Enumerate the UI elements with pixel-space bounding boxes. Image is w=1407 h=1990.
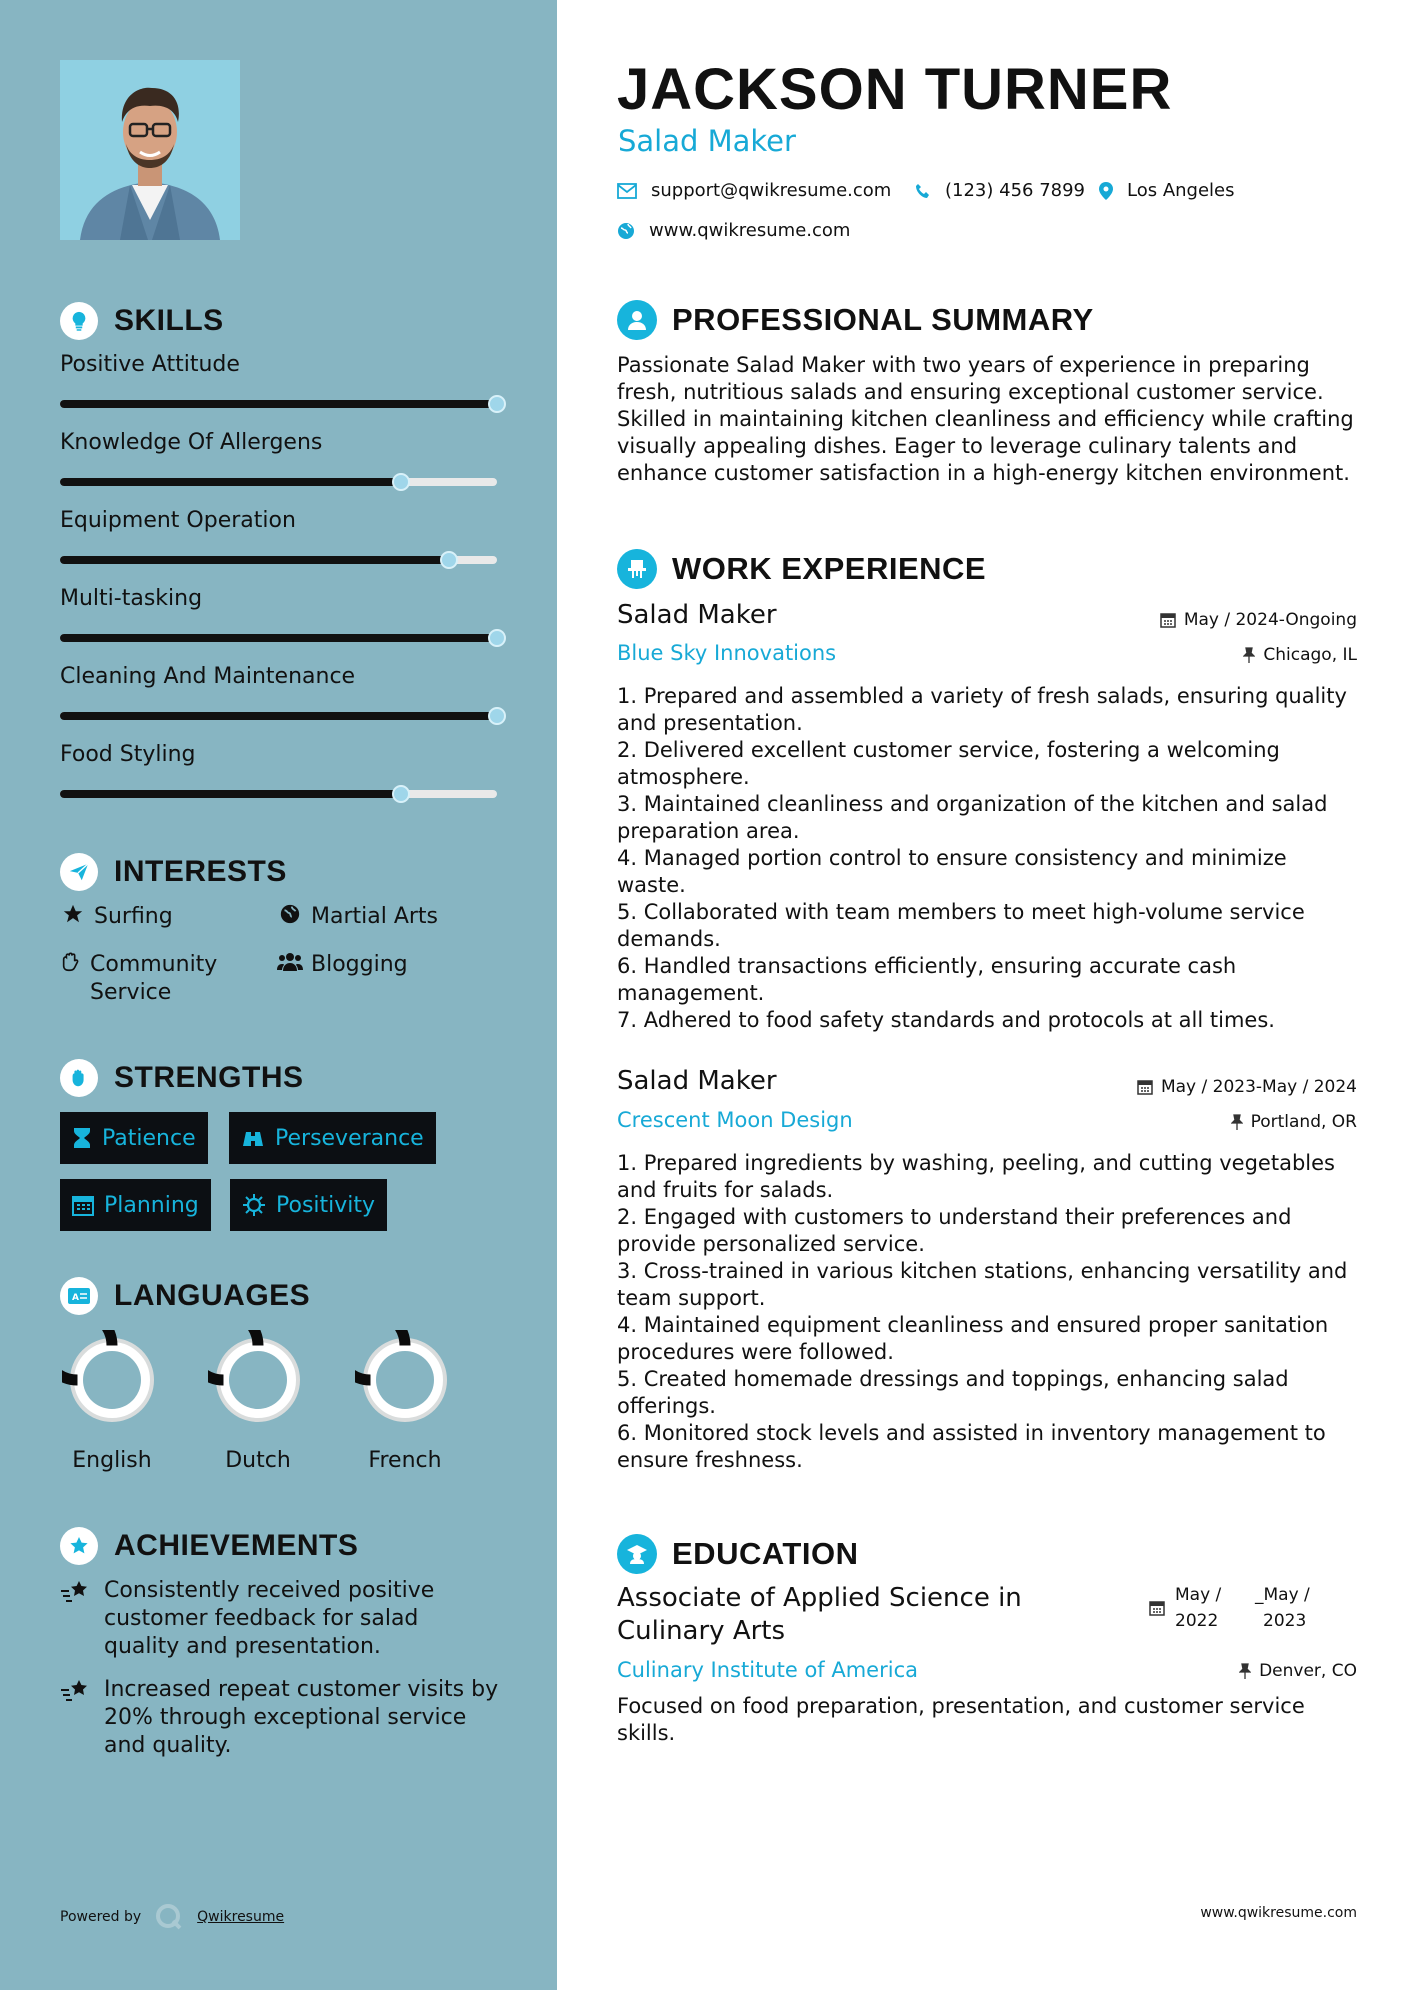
language-ring [62,1330,162,1430]
contact-phone[interactable]: (123) 456 7899 [915,180,1085,201]
education-heading: EDUCATION [617,1534,858,1574]
qwikresume-logo-icon [155,1903,183,1931]
skill-label: Knowledge Of Allergens [60,430,323,455]
achievement-item: Increased repeat customer visits by 20% through exceptional service and quality. [60,1676,500,1760]
map-pin-icon [1099,182,1113,200]
list-item: 6. Handled transactions efficiently, ensuring accurate cash management. [617,954,1237,1005]
skill-bar [60,400,497,408]
calendar-icon [1149,1598,1165,1634]
star-icon [60,903,86,925]
strengths-heading: STRENGTHS [60,1059,304,1097]
globe-icon [277,903,303,925]
skills-heading: SKILLS [60,302,224,340]
skill-bar [60,634,497,642]
strength-tag: Planning [60,1179,211,1231]
summary-heading: PROFESSIONAL SUMMARY [617,300,1094,340]
list-item: 4. Managed portion control to ensure consistency and minimize waste. [617,846,1287,897]
education-start: May / 2022 [1175,1585,1222,1631]
skill-label: Cleaning And Maintenance [60,664,356,689]
skill-fill [60,790,401,798]
job-location: Portland, OR [1231,1112,1357,1132]
skill-label: Food Styling [60,742,196,767]
education-end: _May / 2023 [1255,1585,1310,1631]
qwikresume-link[interactable]: Qwikresume [197,1909,285,1925]
skill-fill [60,556,449,564]
job-bullets [617,1150,1357,1474]
star-badge-icon [60,1527,98,1565]
skill-fill [60,400,497,408]
pin-icon [1231,1114,1243,1130]
list-item: 7. Adhered to food safety standards and protocols at all times. [617,1008,1275,1032]
skill-knob [488,629,506,647]
powered-by: Powered by Qwikresume [60,1903,284,1931]
list-item: 2. Delivered excellent customer service, fostering a welcoming atmosphere. [617,738,1280,789]
skill-label: Equipment Operation [60,508,296,533]
list-item: 1. Prepared ingredients by washing, peeling, and cutting vegetables and fruits for salads. [617,1151,1335,1202]
language-item [208,1330,308,1473]
language-label: French [368,1448,442,1473]
list-item: 6. Monitored stock levels and assisted in inventory management to ensure freshness. [617,1421,1326,1472]
skill-label: Multi-tasking [60,586,203,611]
footer-website-link[interactable]: www.qwikresume.com [1200,1905,1357,1921]
phone-icon [915,183,931,199]
hand-icon [60,951,82,973]
degree-title: Associate of Applied Science in Culinary Arts [617,1583,1022,1646]
skill-fill [60,634,497,642]
interest-item: Community Service [60,951,260,1007]
skill-knob [488,395,506,413]
paper-plane-icon [60,853,98,891]
achievements-heading: ACHIEVEMENTS [60,1527,358,1565]
job-dates: May / 2024-Ongoing [1160,610,1357,630]
education-school: Culinary Institute of America [617,1658,918,1682]
pin-icon [1243,647,1255,663]
pin-icon [1239,1663,1251,1679]
contact-email[interactable]: support@qwikresume.com [617,180,891,201]
users-icon [277,951,303,973]
svg-text:A: A [72,1293,80,1303]
skill-knob [392,785,410,803]
list-item: 5. Collaborated with team members to meet high-volume service demands. [617,900,1305,951]
envelope-icon [617,183,637,199]
experience-heading: WORK EXPERIENCE [617,549,986,589]
languages-heading: A LANGUAGES [60,1277,310,1315]
list-item: 2. Engaged with customers to understand their preferences and provide personalized service. [617,1205,1292,1256]
skill-fill [60,478,401,486]
language-item [62,1330,162,1473]
job-dates: May / 2023-May / 2024 [1137,1077,1357,1097]
job-location: Chicago, IL [1243,645,1357,665]
shooting-star-icon [60,1577,104,1661]
language-ring [355,1330,455,1430]
education-text: Focused on food preparation, presentation, and customer service skills. [617,1694,1305,1745]
strength-tag: Perseverance [229,1112,436,1164]
calendar-icon [72,1194,94,1216]
achievement-item: Consistently received positive customer feedback for salad quality and presentation. [60,1577,500,1661]
list-item: 5. Created homemade dressings and toppings, enhancing salad offerings. [617,1367,1289,1418]
strength-tag: Positivity [230,1179,387,1231]
summary-text: Passionate Salad Maker with two years of experience in preparing fresh, nutritious salads and ensuring exceptional customer service. Skilled in maintaining kitchen cleanliness and efficiency while crafting visually appealing dishes. Eager to leverage culinary talents and enhance customer satisfaction in a high-energy kitchen environment. [617,353,1354,485]
language-label: Dutch [225,1448,291,1473]
language-ring [208,1330,308,1430]
interest-item: Martial Arts [277,903,438,931]
fist-icon [60,1059,98,1097]
skill-knob [440,551,458,569]
sun-icon [242,1193,266,1217]
skill-label: Positive Attitude [60,352,240,377]
user-icon [617,300,657,340]
lightbulb-icon [60,302,98,340]
contact-website[interactable]: www.qwikresume.com [617,220,850,241]
calendar-icon [1160,612,1176,628]
language-item [355,1330,455,1473]
strength-tag: Patience [60,1112,208,1164]
education-location: Denver, CO [1239,1661,1357,1681]
candidate-name: JACKSON TURNER [617,57,1173,122]
interest-item: Blogging [277,951,408,979]
interest-item: Surfing [60,903,173,931]
job-title: Salad Maker [617,1066,777,1096]
graduate-icon [617,1534,657,1574]
list-item: 3. Maintained cleanliness and organization of the kitchen and salad preparation area. [617,792,1328,843]
skill-bar [60,478,497,486]
job-bullets [617,683,1357,1034]
binoculars-icon [241,1128,265,1148]
profile-photo [60,60,240,240]
interests-heading: INTERESTS [60,853,287,891]
briefcase-icon [617,549,657,589]
job-company: Crescent Moon Design [617,1108,853,1132]
calendar-icon [1137,1079,1153,1095]
skill-bar [60,790,497,798]
main-content [557,0,1407,1990]
candidate-role: Salad Maker [618,124,796,158]
skill-fill [60,712,497,720]
sidebar [0,0,557,1990]
skill-knob [488,707,506,725]
skill-bar [60,712,497,720]
skill-knob [392,473,410,491]
skill-bar [60,556,497,564]
language-card-icon [60,1277,98,1315]
job-company: Blue Sky Innovations [617,641,837,665]
language-label: English [72,1448,152,1473]
list-item: 3. Cross-trained in various kitchen stations, enhancing versatility and team support. [617,1259,1348,1310]
list-item: 1. Prepared and assembled a variety of fresh salads, ensuring quality and presentation. [617,684,1347,735]
contact-location: Los Angeles [1099,180,1235,201]
hourglass-icon [72,1127,92,1149]
globe-icon [617,222,635,240]
shooting-star-icon [60,1676,104,1760]
list-item: 4. Maintained equipment cleanliness and ensured proper sanitation procedures were followed. [617,1313,1329,1364]
job-title: Salad Maker [617,600,777,630]
education-dates [1149,1582,1335,1634]
